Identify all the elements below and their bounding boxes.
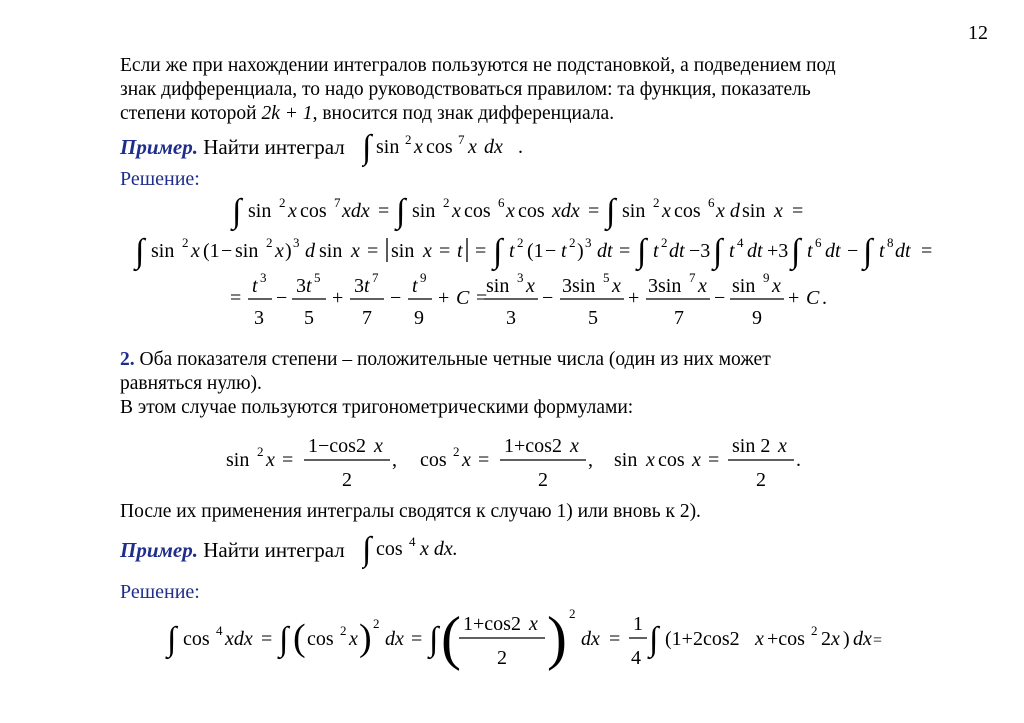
svg-text:=: = [439, 240, 451, 262]
svg-text:x dx.: x dx. [420, 538, 458, 560]
svg-text:(1+2cos2: (1+2cos2 [665, 628, 740, 650]
page-number: 12 [968, 22, 988, 44]
svg-text:(: ( [441, 605, 461, 671]
svg-text:cos: cos [518, 200, 545, 222]
svg-text:d: d [305, 240, 315, 262]
intro-line-3-start: степени которой [120, 103, 262, 124]
svg-text:9: 9 [414, 307, 424, 329]
svg-text:6: 6 [708, 195, 715, 210]
svg-text:∫: ∫ [713, 233, 723, 270]
svg-text:(1: (1 [527, 240, 544, 262]
intro-line-3 [120, 102, 614, 126]
svg-text:=: = [230, 287, 242, 309]
solution-label: Решение: [120, 168, 200, 190]
svg-text:.: . [518, 136, 523, 158]
svg-text:x: x [506, 200, 515, 222]
svg-text:sin: sin [151, 240, 175, 262]
svg-text:2: 2 [538, 469, 548, 491]
svg-text:7: 7 [334, 195, 341, 210]
svg-text:+cos: +cos [767, 628, 805, 650]
svg-text:t: t [412, 275, 418, 297]
svg-text:∫: ∫ [167, 621, 177, 658]
svg-text:=: = [792, 200, 804, 222]
svg-text:=: = [282, 449, 294, 471]
svg-text:x: x [351, 240, 360, 262]
svg-text:2: 2 [821, 628, 831, 650]
svg-text:3: 3 [293, 235, 300, 250]
trig-formulas [224, 428, 804, 494]
svg-text:=: = [411, 628, 423, 650]
svg-text:2: 2 [279, 195, 286, 210]
svg-text:2: 2 [661, 235, 668, 250]
svg-text:C: C [806, 287, 820, 309]
svg-text:xdx: xdx [342, 200, 370, 222]
svg-text:x: x [529, 613, 538, 635]
svg-text:x: x [468, 136, 477, 158]
svg-text:x: x [778, 435, 787, 457]
formula-line-1 [230, 192, 850, 232]
svg-text:5: 5 [588, 307, 598, 329]
svg-text:t: t [306, 275, 312, 297]
svg-text:x: x [692, 449, 701, 471]
svg-text:cos: cos [183, 628, 210, 650]
svg-text:5: 5 [304, 307, 314, 329]
svg-text:∫: ∫ [396, 193, 406, 230]
svg-text:3: 3 [517, 270, 524, 285]
intro-line-2: знак дифференциала, то надо руководствоваться правилом: та функция, показатель [120, 79, 811, 100]
svg-text:−: − [221, 240, 233, 262]
intro-expression: 2k + 1 [261, 103, 313, 124]
svg-text:+: + [628, 287, 640, 309]
solution-2-label: Решение: [120, 581, 200, 603]
svg-text:−: − [390, 287, 402, 309]
svg-text:xdx: xdx [225, 628, 253, 650]
svg-text:2: 2 [266, 235, 273, 250]
svg-text:+: + [438, 287, 450, 309]
svg-text:∫: ∫ [649, 621, 659, 658]
svg-text:3: 3 [506, 307, 516, 329]
svg-text:sin: sin [622, 200, 646, 222]
svg-text:x: x [570, 435, 579, 457]
svg-text:,: , [588, 449, 593, 471]
svg-text:dx: dx [581, 628, 600, 650]
svg-text:1+cos2: 1+cos2 [504, 435, 562, 457]
svg-text:sin: sin [486, 275, 510, 297]
svg-text:5: 5 [314, 270, 321, 285]
svg-text:∫: ∫ [135, 233, 145, 270]
svg-text:t: t [364, 275, 370, 297]
svg-text:xdx: xdx [552, 200, 580, 222]
svg-text:2: 2 [497, 647, 507, 669]
svg-text:dt: dt [747, 240, 763, 262]
svg-text:x: x [275, 240, 284, 262]
svg-text:sin: sin [732, 275, 756, 297]
svg-text:2: 2 [257, 444, 264, 459]
svg-text:,: , [392, 449, 397, 471]
svg-text:dx: dx [385, 628, 404, 650]
svg-text:t: t [561, 240, 567, 262]
svg-text:7: 7 [372, 270, 379, 285]
svg-text:sin 2: sin 2 [732, 435, 771, 457]
example-2-integral [362, 530, 472, 570]
svg-text:cos: cos [674, 200, 701, 222]
svg-text:x: x [462, 449, 471, 471]
svg-text:=: = [475, 240, 487, 262]
intro-line-3-end: , вносится под знак дифференциала. [312, 103, 615, 124]
svg-text:cos: cos [464, 200, 491, 222]
svg-text:∫: ∫ [606, 193, 616, 230]
svg-text:cos: cos [307, 628, 334, 650]
svg-text:+3: +3 [767, 240, 789, 262]
svg-text:∫: ∫ [362, 129, 372, 166]
svg-text:): ) [547, 605, 567, 671]
svg-text:2: 2 [340, 623, 347, 638]
example-1-integral [362, 128, 542, 168]
svg-text:=: = [921, 240, 933, 262]
svg-text:6: 6 [498, 195, 505, 210]
svg-text:2: 2 [373, 616, 380, 631]
final-formula [165, 604, 885, 680]
svg-text:2: 2 [182, 235, 189, 250]
svg-text:x: x [774, 200, 783, 222]
svg-text:2: 2 [405, 132, 412, 147]
svg-text:x: x [772, 275, 781, 297]
svg-text:dt: dt [895, 240, 911, 262]
svg-text:∫: ∫ [279, 621, 289, 658]
svg-text:(1: (1 [203, 240, 220, 262]
svg-text:3: 3 [254, 307, 264, 329]
svg-text:=: = [619, 240, 631, 262]
svg-text:): ) [359, 617, 372, 659]
section-2-line-1 [120, 348, 771, 372]
svg-text:sin: sin [376, 136, 400, 158]
svg-text:sin: sin [614, 449, 638, 471]
example-1 [120, 135, 345, 159]
svg-text:4: 4 [737, 235, 744, 250]
section-2-line-3: В этом случае пользуются тригонометрическими формулами: [120, 397, 634, 418]
svg-text:2: 2 [811, 623, 818, 638]
after-formulas-text: После их применения интегралы сводятся к случаю 1) или вновь к 2). [120, 501, 701, 522]
svg-text:.: . [796, 449, 801, 471]
svg-text:2: 2 [569, 235, 576, 250]
svg-text:∫: ∫ [863, 233, 873, 270]
svg-text:3sin: 3sin [648, 275, 682, 297]
svg-text:sin: sin [391, 240, 415, 262]
svg-text:t: t [509, 240, 515, 262]
svg-text:9: 9 [752, 307, 762, 329]
svg-text:+: + [788, 287, 800, 309]
svg-text:=: = [873, 632, 883, 649]
svg-text:): ) [843, 628, 850, 650]
svg-text:x: x [831, 628, 840, 650]
svg-text:=: = [476, 287, 488, 309]
svg-text:x: x [698, 275, 707, 297]
example-2-text: Найти интеграл [197, 538, 345, 562]
svg-text:): ) [285, 240, 292, 262]
svg-text:sin: sin [412, 200, 436, 222]
svg-text:t: t [457, 240, 463, 262]
svg-text:∫: ∫ [791, 233, 801, 270]
svg-text:x: x [374, 435, 383, 457]
svg-text:=: = [708, 449, 720, 471]
svg-text:2: 2 [569, 606, 576, 621]
svg-text:2: 2 [342, 469, 352, 491]
example-2-label: Пример. [120, 538, 198, 562]
svg-text:4: 4 [631, 647, 641, 669]
svg-text:.: . [822, 287, 827, 309]
intro-line-1: Если же при нахождении интегралов пользуются не подстановкой, а подведением под [120, 55, 836, 76]
svg-text:sin: sin [226, 449, 250, 471]
svg-text:=: = [261, 628, 273, 650]
svg-text:cos: cos [376, 538, 403, 560]
svg-text:−: − [714, 287, 726, 309]
svg-text:−: − [542, 287, 554, 309]
svg-text:3: 3 [260, 270, 267, 285]
svg-text:2: 2 [443, 195, 450, 210]
svg-text:t: t [729, 240, 735, 262]
svg-text:∫: ∫ [493, 233, 503, 270]
svg-text:t: t [879, 240, 885, 262]
svg-text:1−cos2: 1−cos2 [308, 435, 366, 457]
svg-text:dx: dx [484, 136, 503, 158]
svg-text:=: = [378, 200, 390, 222]
svg-text:9: 9 [763, 270, 770, 285]
svg-text:(: ( [293, 617, 306, 659]
svg-text:2: 2 [756, 469, 766, 491]
svg-text:t: t [653, 240, 659, 262]
svg-text:C: C [456, 287, 470, 309]
section-2-text: Оба показателя степени – положительные четные числа (один из них может [134, 349, 771, 370]
svg-text:t: t [807, 240, 813, 262]
svg-text:sin: sin [742, 200, 766, 222]
svg-text:7: 7 [362, 307, 372, 329]
svg-text:dt: dt [825, 240, 841, 262]
svg-text:=: = [367, 240, 379, 262]
svg-text:∫: ∫ [429, 621, 439, 658]
svg-text:4: 4 [216, 623, 223, 638]
svg-text:7: 7 [674, 307, 684, 329]
svg-text:x: x [423, 240, 432, 262]
svg-text:∫: ∫ [637, 233, 647, 270]
svg-text:=: = [609, 628, 621, 650]
svg-text:): ) [577, 240, 584, 262]
svg-text:2: 2 [453, 444, 460, 459]
svg-text:3: 3 [354, 275, 364, 297]
svg-text:x: x [612, 275, 621, 297]
svg-text:dt: dt [597, 240, 613, 262]
svg-text:4: 4 [409, 534, 416, 549]
svg-text:−3: −3 [689, 240, 711, 262]
svg-text:8: 8 [887, 235, 894, 250]
svg-text:x: x [288, 200, 297, 222]
svg-text:sin: sin [319, 240, 343, 262]
svg-text:2: 2 [517, 235, 524, 250]
svg-text:9: 9 [420, 270, 427, 285]
svg-text:sin: sin [248, 200, 272, 222]
svg-text:6: 6 [815, 235, 822, 250]
svg-text:−: − [545, 240, 557, 262]
example-2 [120, 538, 345, 562]
svg-text:x: x [349, 628, 358, 650]
svg-text:5: 5 [603, 270, 610, 285]
svg-text:−: − [847, 240, 859, 262]
svg-text:sin: sin [235, 240, 259, 262]
svg-text:x: x [191, 240, 200, 262]
svg-text:x: x [452, 200, 461, 222]
svg-text:cos: cos [426, 136, 453, 158]
svg-text:1+cos2: 1+cos2 [463, 613, 521, 635]
svg-text:∫: ∫ [232, 193, 242, 230]
svg-text:x: x [646, 449, 655, 471]
svg-text:7: 7 [458, 132, 465, 147]
svg-text:dt: dt [669, 240, 685, 262]
section-2-line-2: равняться нулю). [120, 373, 262, 394]
svg-text:t: t [252, 275, 258, 297]
svg-text:dx: dx [853, 628, 872, 650]
svg-text:2: 2 [653, 195, 660, 210]
formula-line-2 [133, 232, 953, 272]
svg-text:∫: ∫ [362, 531, 372, 568]
svg-text:x: x [266, 449, 275, 471]
example-1-label: Пример. [120, 135, 198, 159]
svg-text:3sin: 3sin [562, 275, 596, 297]
svg-text:1: 1 [633, 613, 643, 635]
svg-text:+: + [332, 287, 344, 309]
svg-text:x: x [755, 628, 764, 650]
svg-text:=: = [588, 200, 600, 222]
svg-text:−: − [276, 287, 288, 309]
svg-text:7: 7 [689, 270, 696, 285]
section-2-number: 2. [120, 349, 135, 370]
example-1-text: Найти интеграл [197, 135, 345, 159]
svg-text:cos: cos [300, 200, 327, 222]
svg-text:3: 3 [296, 275, 306, 297]
svg-text:x: x [662, 200, 671, 222]
svg-text:cos: cos [658, 449, 685, 471]
svg-text:=: = [478, 449, 490, 471]
formula-line-3 [228, 268, 848, 332]
svg-text:3: 3 [585, 235, 592, 250]
svg-text:x: x [414, 136, 423, 158]
svg-text:x: x [526, 275, 535, 297]
svg-text:x d: x d [716, 200, 740, 222]
svg-text:cos: cos [420, 449, 447, 471]
